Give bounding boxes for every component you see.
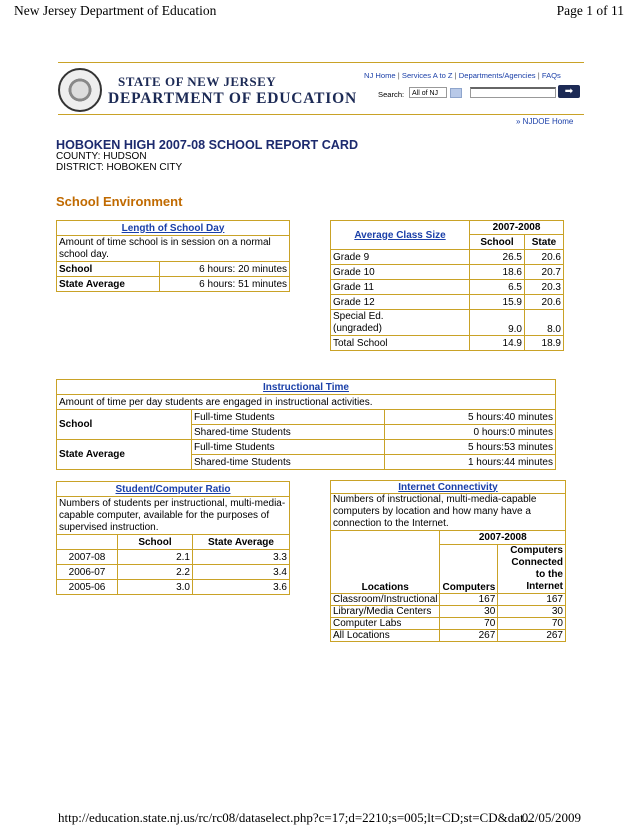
state-value: 20.3	[525, 280, 564, 295]
col-locations: Locations	[331, 531, 440, 594]
grade-label: Special Ed. (ungraded)	[331, 310, 470, 336]
class-size-title[interactable]: Average Class Size	[331, 221, 470, 250]
print-header-title: New Jersey Department of Education	[14, 3, 217, 18]
state-value: 20.6	[525, 295, 564, 310]
school-value: 3.0	[118, 580, 193, 595]
col-state-average: State Average	[193, 535, 290, 550]
student-type: Shared-time Students	[192, 425, 385, 440]
table-row	[331, 336, 564, 351]
school-value: 15.9	[470, 295, 525, 310]
class-size-table	[330, 220, 564, 351]
table-row	[57, 410, 556, 425]
location-label: Library/Media Centers	[331, 606, 440, 618]
internet-description: Numbers of instructional, multi-media-capable computers by location and how many have a connection to the Internet.	[331, 494, 566, 531]
banner-divider-top	[58, 62, 584, 63]
grade-label: Grade 9	[331, 250, 470, 265]
table-row	[331, 295, 564, 310]
table-row	[57, 262, 290, 277]
county-label: COUNTY: HUDSON	[56, 151, 147, 162]
location-label: Computer Labs	[331, 618, 440, 630]
link-departments-agencies[interactable]: Departments/Agencies	[458, 71, 536, 80]
table-row	[331, 630, 566, 642]
state-value: 3.3	[193, 550, 290, 565]
school-value: 2.1	[118, 550, 193, 565]
length-of-day-description: Amount of time school is in session on a normal school day.	[57, 236, 290, 262]
col-connected: Computers Connected to the Internet	[498, 545, 566, 594]
table-row	[57, 565, 290, 580]
state-value: 20.7	[525, 265, 564, 280]
location-label: Classroom/Instructional	[331, 594, 440, 606]
internet-year: 2007-2008	[440, 531, 566, 545]
table-row	[57, 440, 556, 455]
table-row	[331, 265, 564, 280]
student-type: Full-time Students	[192, 440, 385, 455]
table-row	[57, 550, 290, 565]
link-services-a-to-z[interactable]: Services A to Z	[401, 71, 453, 80]
row-value: 6 hours: 51 minutes	[160, 277, 290, 292]
instructional-time-title[interactable]: Instructional Time	[57, 380, 556, 395]
row-label: School	[57, 262, 160, 277]
school-value: 26.5	[470, 250, 525, 265]
student-type: Full-time Students	[192, 410, 385, 425]
search-scope-select[interactable]: All of NJ	[409, 87, 447, 98]
class-size-year: 2007-2008	[470, 221, 564, 235]
row-value: 6 hours: 20 minutes	[160, 262, 290, 277]
length-of-day-title[interactable]: Length of School Day	[57, 221, 290, 236]
connected-value: 30	[498, 606, 566, 618]
grade-label: Grade 11	[331, 280, 470, 295]
year-label: 2007-08	[57, 550, 118, 565]
school-value: 6.5	[470, 280, 525, 295]
state-value: 3.4	[193, 565, 290, 580]
computer-ratio-table	[56, 481, 290, 595]
arrow-right-icon: ➡	[564, 86, 574, 97]
table-row	[331, 594, 566, 606]
link-nj-home[interactable]: NJ Home	[364, 71, 396, 80]
computers-value: 167	[440, 594, 498, 606]
connected-value: 70	[498, 618, 566, 630]
top-links	[364, 71, 561, 80]
instructional-time-description: Amount of time per day students are engaged in instructional activities.	[57, 395, 556, 410]
time-value: 0 hours:0 minutes	[385, 425, 556, 440]
table-row	[331, 618, 566, 630]
school-value: 18.6	[470, 265, 525, 280]
group-label: State Average	[57, 440, 192, 470]
district-label: DISTRICT: HOBOKEN CITY	[56, 162, 183, 173]
table-row	[57, 580, 290, 595]
col-year	[57, 535, 118, 550]
internet-connectivity-table	[330, 480, 566, 642]
computers-value: 30	[440, 606, 498, 618]
state-value: 8.0	[525, 310, 564, 336]
table-row	[331, 310, 564, 336]
connected-value: 167	[498, 594, 566, 606]
col-computers: Computers	[440, 545, 498, 594]
computers-value: 70	[440, 618, 498, 630]
logo-department-name: DEPARTMENT OF EDUCATION	[108, 90, 357, 107]
time-value: 1 hours:44 minutes	[385, 455, 556, 470]
connected-value: 267	[498, 630, 566, 642]
search-scope-dropdown-icon[interactable]	[450, 88, 462, 98]
search-input[interactable]	[470, 87, 556, 98]
year-label: 2006-07	[57, 565, 118, 580]
location-label: All Locations	[331, 630, 440, 642]
print-page-number: Page 1 of 11	[556, 3, 624, 18]
internet-title[interactable]: Internet Connectivity	[331, 481, 566, 494]
row-label: State Average	[57, 277, 160, 292]
col-state: State	[525, 235, 564, 250]
col-school: School	[118, 535, 193, 550]
col-school: School	[470, 235, 525, 250]
computer-ratio-title[interactable]: Student/Computer Ratio	[57, 482, 290, 497]
group-label: School	[57, 410, 192, 440]
search-label: Search:	[378, 90, 405, 99]
table-row	[331, 280, 564, 295]
search-go-button[interactable]	[558, 85, 580, 98]
link-separator: |	[454, 71, 457, 80]
student-type: Shared-time Students	[192, 455, 385, 470]
computers-value: 267	[440, 630, 498, 642]
school-value: 14.9	[470, 336, 525, 351]
nj-seal-icon	[58, 68, 102, 112]
state-value: 20.6	[525, 250, 564, 265]
link-separator: |	[397, 71, 400, 80]
grade-label: Grade 10	[331, 265, 470, 280]
banner-divider-bottom	[58, 114, 584, 115]
instructional-time-table	[56, 379, 556, 470]
year-label: 2005-06	[57, 580, 118, 595]
state-value: 18.9	[525, 336, 564, 351]
time-value: 5 hours:53 minutes	[385, 440, 556, 455]
link-faqs[interactable]: FAQs	[541, 71, 561, 80]
school-value: 2.2	[118, 565, 193, 580]
grade-label: Total School	[331, 336, 470, 351]
print-url: http://education.state.nj.us/rc/rc08/dataselect.php?c=17;d=2210;s=005;lt=CD;st=CD&dat...	[58, 810, 534, 825]
print-header	[0, 0, 638, 20]
computer-ratio-description: Numbers of students per instructional, multi-media-capable computer, available for the purposes of supervised instruction.	[57, 497, 290, 535]
page-title: HOBOKEN HIGH 2007-08 SCHOOL REPORT CARD	[56, 138, 359, 152]
table-row	[57, 277, 290, 292]
logo-state-name: STATE OF NEW JERSEY	[118, 74, 277, 89]
state-value: 3.6	[193, 580, 290, 595]
grade-label: Grade 12	[331, 295, 470, 310]
njdoe-home-link[interactable]: » NJDOE Home	[516, 117, 574, 126]
time-value: 5 hours:40 minutes	[385, 410, 556, 425]
table-row	[331, 250, 564, 265]
length-of-day-table	[56, 220, 290, 292]
school-value: 9.0	[470, 310, 525, 336]
link-separator: |	[537, 71, 540, 80]
section-heading: School Environment	[56, 194, 183, 209]
print-date: 02/05/2009	[521, 810, 581, 825]
table-row	[331, 606, 566, 618]
